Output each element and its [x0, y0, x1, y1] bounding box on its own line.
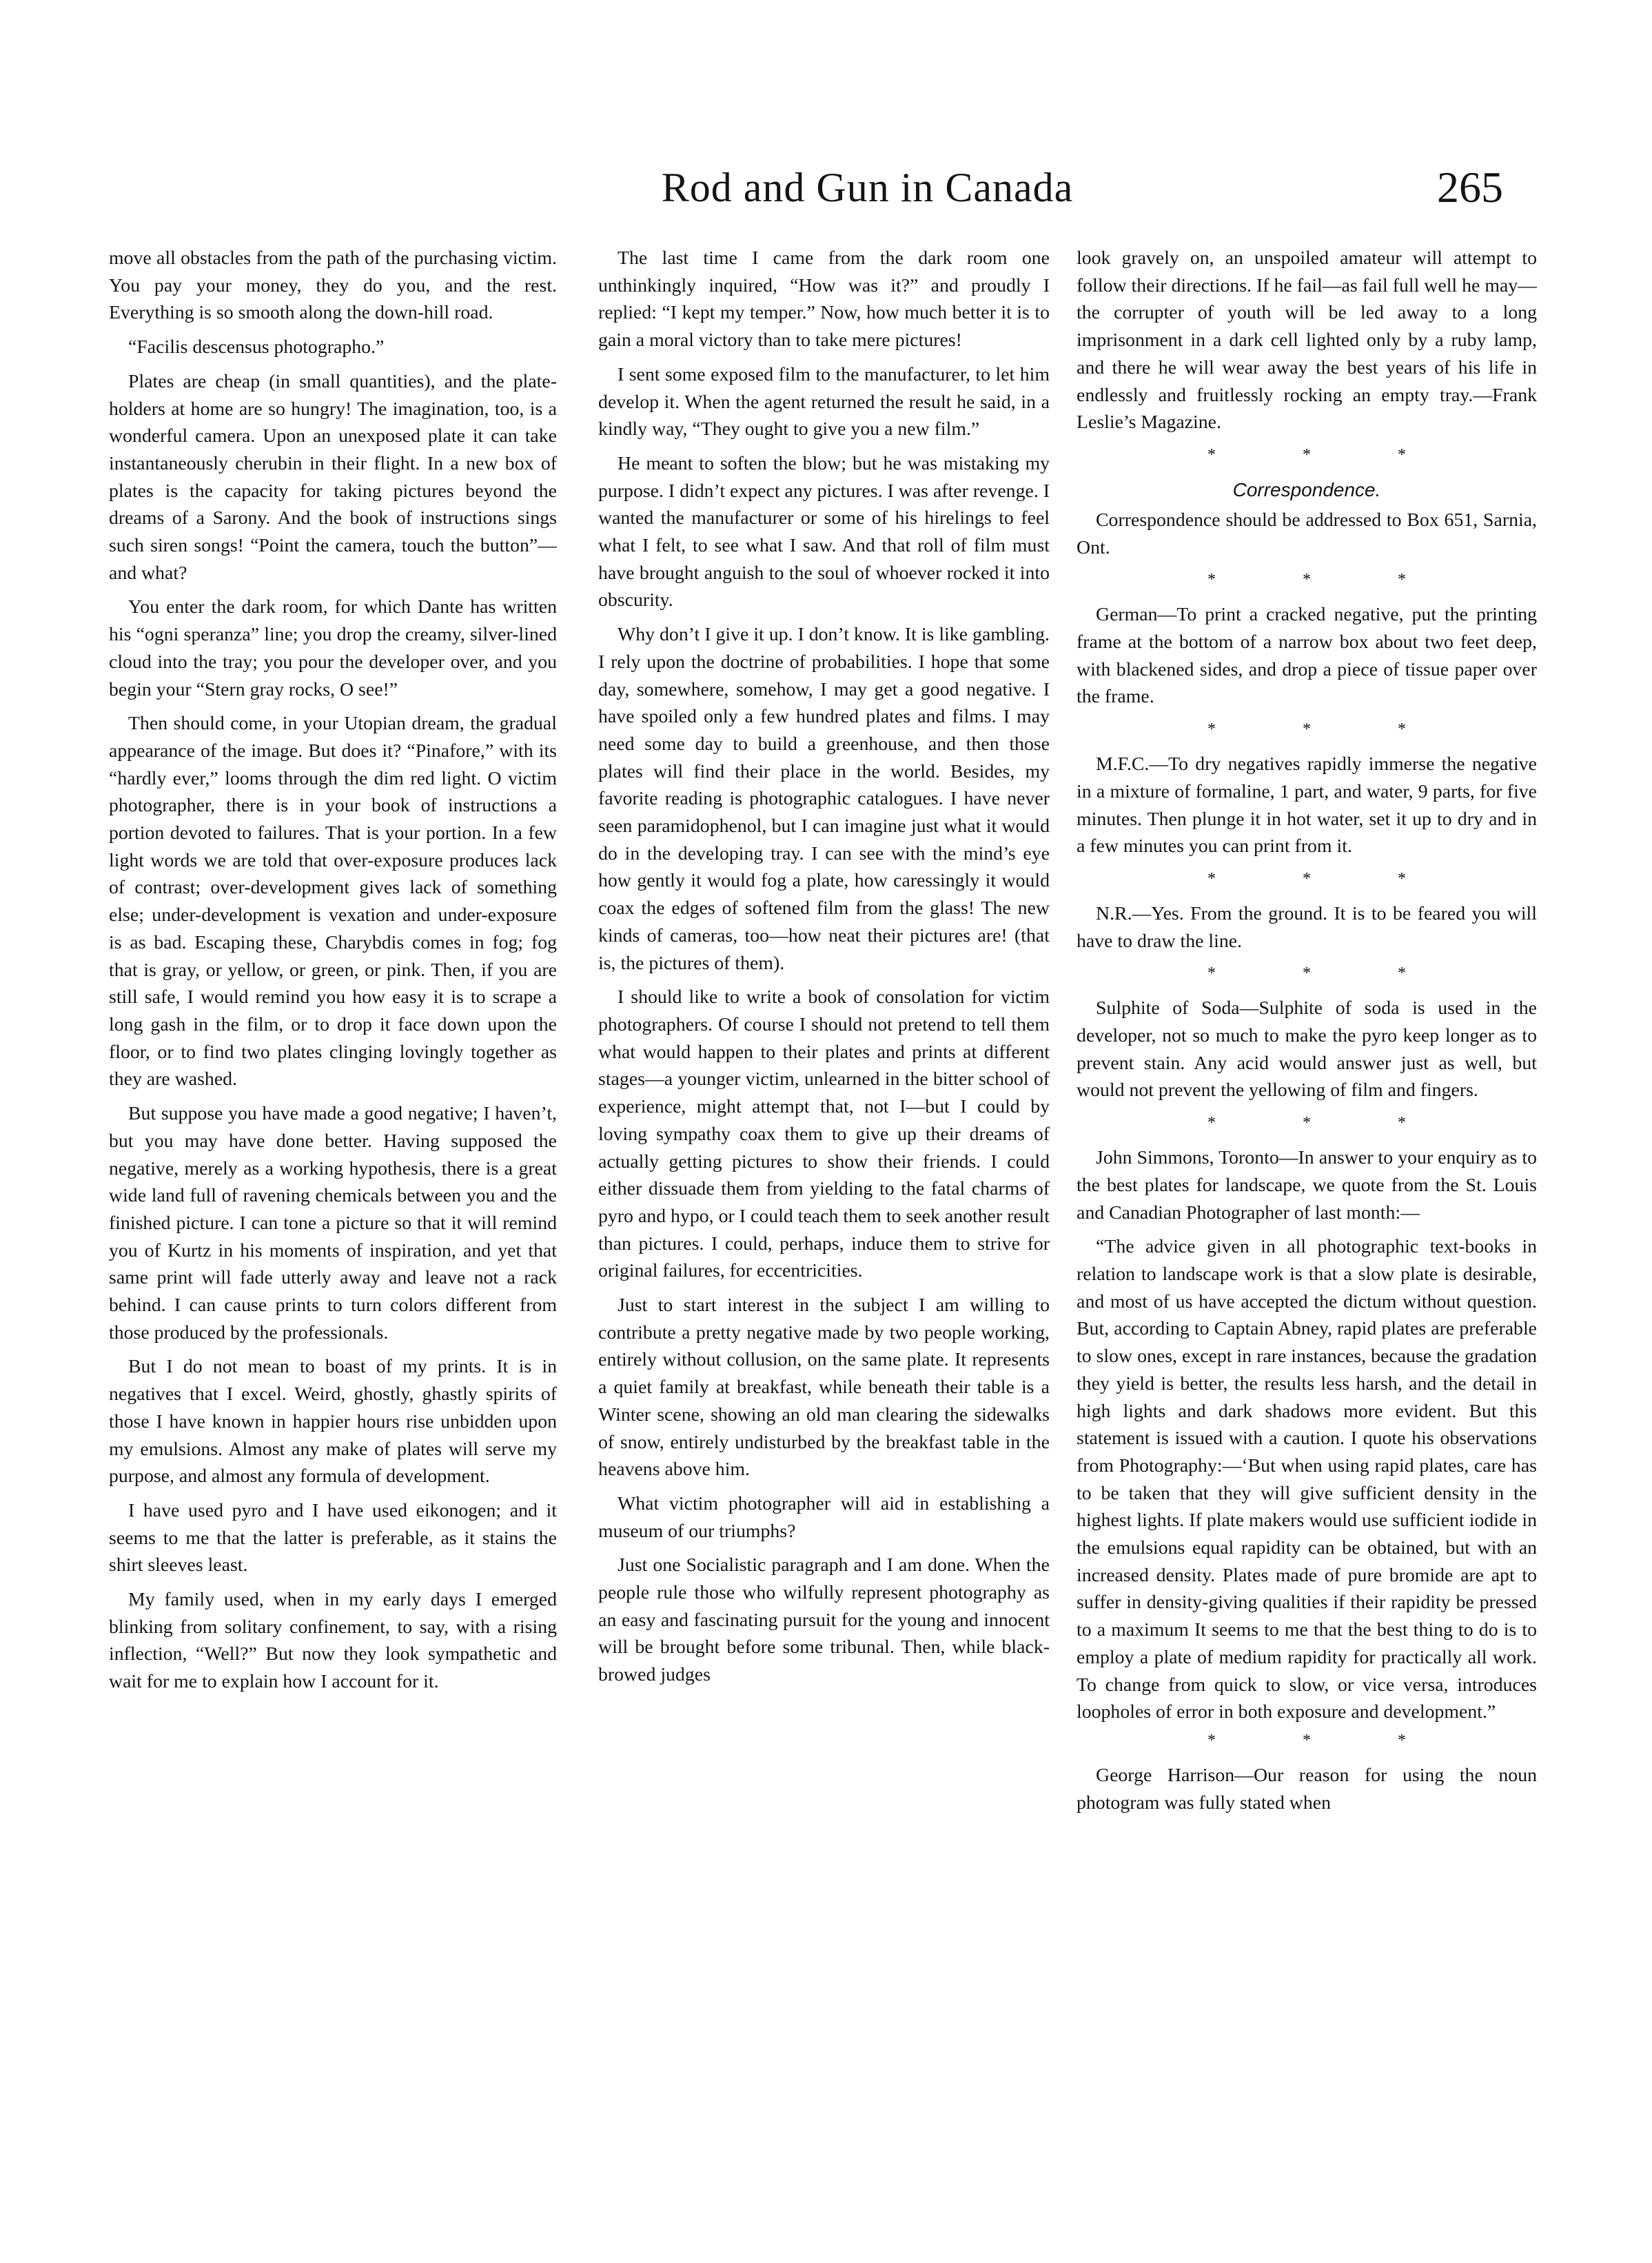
paragraph: Why don’t I give it up. I don’t know. It is like gambling. I rely upon the doctrine of probabilities. I hope that some day, somewhere, somehow, I may get a good negative. I have spoiled only a few hundred plates and films. I may need some day to build a greenhouse, and then those plates will find their place in the world. Besides, my favorite reading is photographic catalogues. I have never seen paramidophenol, but I can imagine just what it would do in the developing tray. I can see with the mind’s eye how gently it would fog a plate, how caressingly it would coax the edges of softened film from the glass! The new kinds of cameras, too—how neat their pictures are! (that is, the pictures of them).	[598, 624, 1050, 974]
paragraph: I have used pyro and I have used eikonogen; and it seems to me that the latter is preferable, as it stains the shirt sleeves least.	[109, 1499, 557, 1576]
paragraph: Just to start interest in the subject I am willing to contribute a pretty negative made by two people working, entirely without collusion, on the same plate. It represents a quiet family at breakfast, while beneath their table is a Winter scene, showing an old man clearing the sidewalks of snow, entirely undisturbed by the breakfast table in the heavens above him.	[598, 1295, 1050, 1481]
section-separator: * * *	[1207, 869, 1447, 888]
reply-simmons: John Simmons, Toronto—In answer to your enquiry as to the best plates for landscape, we quote from the St. Louis and Canadian Photographer of last month:—	[1077, 1147, 1537, 1224]
article-ending: look gravely on, an unspoiled amateur will attempt to follow their directions. If he fail—as fail full well he may—the corrupter of youth will be led away to a long imprisonment in a dark cell lighted only by a ruby lamp, and there he will wear away the best years of his life in endlessly and fruitlessly rocking an empty tray.—Frank Leslie’s Magazine.	[1077, 247, 1537, 434]
paragraph: But I do not mean to boast of my prints. It is in negatives that I excel. Weird, ghostly, ghastly spirits of those I have known in happier hours rise unbidden upon my emulsions. Almost any make of plates will serve my purpose, and almost any formula of development.	[109, 1356, 557, 1488]
correspondence-address: Correspondence should be addressed to Box 651, Sarnia, Ont.	[1077, 509, 1537, 558]
reply-nr: N.R.—Yes. From the ground. It is to be feared you will have to draw the line.	[1077, 902, 1537, 952]
reply-harrison: George Harrison—Our reason for using the noun photogram was fully stated when	[1077, 1764, 1537, 1814]
reply-simmons-quote: “The advice given in all photographic text-books in relation to landscape work is that a slow plate is desirable, and most of us have accepted the dictum without question. But, according to Captain Abney, rapid plates are preferable to slow ones, except in rare instances, because the gradation they yield is better, the results less harsh, and the detail in high lights and dark shadows more evident. But this statement is issued with a caution. I quote his observations from Photography:—‘But when using rapid plates, care has to be taken that they will give sufficient density in the highest lights. If plate makers would use sufficient iodide in the emulsions equal rapidity can be obtained, but with an increased density. Plates made of pure bromide are apt to suffer in density-giving qualities if their rapidity be pressed to a maximum It seems to me that the best thing to do is to employ a plate of medium rapidity for practically all work. To change from quick to slow, or vice versa, introduces loopholes of error in both exposure and development.”	[1077, 1236, 1537, 1723]
paragraph: “Facilis descensus photographo.”	[128, 336, 385, 358]
paragraph: He meant to soften the blow; but he was mistaking my purpose. I didn’t expect any pictures. I was after revenge. I wanted the manufacturer or some of his hirelings to feel what I felt, to see what I saw. And that roll of film must have brought anguish to the soul of whoever rocked it into obscurity.	[598, 452, 1050, 611]
column-middle	[598, 245, 1050, 2202]
column-right	[1077, 245, 1537, 2202]
paragraph: My family used, when in my early days I emerged blinking from solitary confinement, to say, with a rising inflection, “Well?” But now they look sympathetic and wait for me to explain how I account for it.	[109, 1589, 557, 1693]
section-separator: * * *	[1207, 1114, 1447, 1133]
section-separator: * * *	[1207, 445, 1447, 464]
column-left	[109, 245, 557, 2202]
page-header	[0, 160, 1652, 222]
paragraph: move all obstacles from the path of the purchasing victim. You pay your money, they do you, and the rest. Everything is so smooth along the down-hill road.	[109, 247, 557, 324]
reply-sulphite: Sulphite of Soda—Sulphite of soda is used in the developer, not so much to make the pyro keep longer as to prevent stain. Any acid would answer just as well, but would not prevent the yellowing of film and fingers.	[1077, 997, 1537, 1102]
paragraph: But suppose you have made a good negative; I haven’t, but you may have done better. Having supposed the negative, merely as a working hypothesis, there is a great wide land full of ravening chemicals between you and the finished picture. I can tone a picture so that it will remind you of Kurtz in his moments of inspiration, and yet that same print will fade utterly away and leave not a rack behind. I can cause prints to turn colors different from those produced by the professionals.	[109, 1103, 557, 1343]
paragraph: What victim photographer will aid in establishing a museum of our triumphs?	[598, 1492, 1050, 1542]
section-heading: Correspondence.	[1232, 478, 1381, 500]
page-number: 265	[1437, 163, 1503, 212]
paragraph: Just one Socialistic paragraph and I am done. When the people rule those who wilfully represent photography as an easy and fascinating pursuit for the young and innocent will be brought before some tribunal. Then, while black-browed judges	[598, 1554, 1050, 1686]
section-separator: * * *	[1207, 720, 1447, 739]
paragraph: Plates are cheap (in small quantities), and the plate-holders at home are so hungry! The imagination, too, is a wonderful camera. Upon an unexposed plate it can take instantaneously cherubin in their flight. In a new box of plates is the capacity for taking pictures beyond the dreams of a Sarony. And the book of instructions sings such siren songs! “Point the camera, touch the button”—and what?	[109, 370, 557, 584]
section-separator: * * *	[1207, 1731, 1447, 1749]
section-separator: * * *	[1207, 571, 1447, 589]
running-title: Rod and Gun in Canada	[661, 165, 1074, 210]
paragraph: The last time I came from the dark room one unthinkingly inquired, “How was it?” and proudly I replied: “I kept my temper.” Now, how much better it is to gain a moral victory than to take mere pictures!	[598, 247, 1050, 352]
section-separator: * * *	[1207, 964, 1447, 983]
paragraph: I sent some exposed film to the manufacturer, to let him develop it. When the agent returned the result he said, in a kindly way, “They ought to give you a new film.”	[598, 363, 1050, 440]
paragraph: Then should come, in your Utopian dream, the gradual appearance of the image. But does it? “Pinafore,” with its “hardly ever,” looms through the dim red light. O victim photographer, there is in your book of instructions a portion devoted to failures. That is your portion. In a few light words we are told that over-exposure produces lack of contrast; over-development gives lack of something else; under-development is vexation and under-exposure is as bad. Escaping these, Charybdis comes in fog; fog that is gray, or yellow, or green, or pink. Then, if you are still safe, I would remind you how easy it is to scrape a long gash in the film, or to drop it face down upon the floor, or to find two plates clinging lovingly together as they are washed.	[109, 713, 557, 1090]
reply-mfc: M.F.C.—To dry negatives rapidly immerse the negative in a mixture of formaline, 1 part, and water, 9 parts, for five minutes. Then plunge it in hot water, set it up to dry and in a few minutes you can print from it.	[1077, 753, 1537, 857]
paragraph: I should like to write a book of consolation for victim photographers. Of course I should not pretend to tell them what would happen to their plates and prints at different stages—a younger victim, unlearned in the bitter school of experience, might attempt that, not I—but I could by loving sympathy coax them to give up their dreams of actually getting pictures to show their friends. I could either dissuade them from yielding to the fatal charms of pyro and hypo, or I could teach them to seek another result than pictures. I could, perhaps, induce them to strive for original failures, for eccentricities.	[598, 986, 1050, 1282]
paragraph: You enter the dark room, for which Dante has written his “ogni speranza” line; you drop the creamy, silver-lined cloud into the tray; you pour the developer over, and you begin your “Stern gray rocks, O see!”	[109, 596, 557, 700]
reply-german: German—To print a cracked negative, put the printing frame at the bottom of a narrow box about two feet deep, with blackened sides, and drop a piece of tissue paper over the frame.	[1077, 604, 1537, 708]
